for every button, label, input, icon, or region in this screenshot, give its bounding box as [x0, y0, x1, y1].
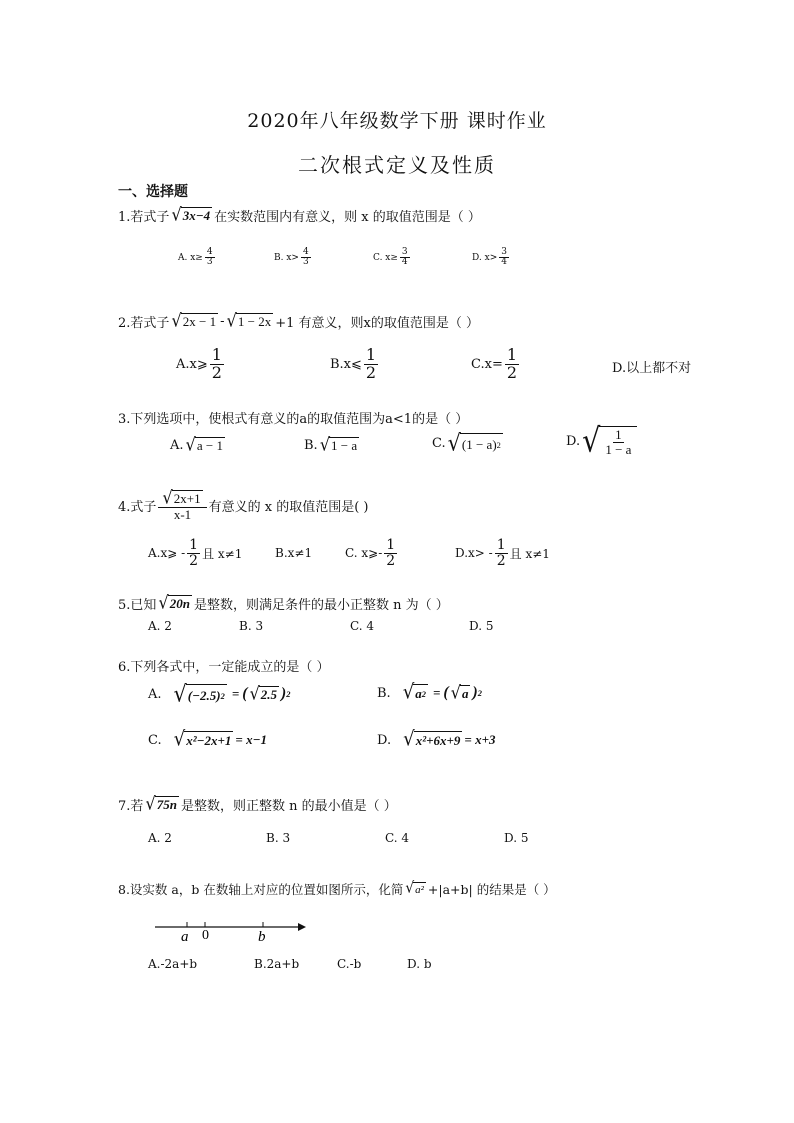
q4-suffix: 有意义的 x 的取值范围是( ) [208, 500, 369, 516]
page-title: 2020年八年级数学下册 课时作业 [247, 110, 547, 132]
q7-option-d[interactable]: D. 5 [504, 831, 529, 845]
question-7 [118, 792, 397, 814]
q6-option-d[interactable]: D. √ x²+6x+9 = x+3 [377, 727, 496, 751]
q2-radical-1: √ 2x − 1 [171, 309, 217, 331]
q5-option-b[interactable]: B. 3 [239, 619, 264, 633]
question-1 [118, 203, 481, 225]
q7-option-a[interactable]: A. 2 [148, 831, 172, 845]
q3-option-d[interactable]: D. √ 1 1 − a [566, 426, 639, 456]
question-8 [118, 880, 556, 898]
q3-option-c[interactable]: C. √ (1 − a) 2 [432, 429, 501, 457]
section-heading: 一、选择题 [118, 184, 188, 200]
q4-option-c[interactable]: C. x⩾- 1 2 [345, 537, 396, 569]
q8-option-b[interactable]: B.2a+b [254, 957, 300, 971]
q3-option-a[interactable]: A. √ a − 1 [170, 433, 223, 455]
label-zero: 0 [202, 928, 209, 943]
q4-prefix: 4.式子 [118, 500, 157, 516]
q5-option-a[interactable]: A. 2 [148, 619, 172, 633]
q2-option-d[interactable]: D.以上都不对 [612, 361, 692, 376]
q8-option-a[interactable]: A.-2a+b [148, 957, 198, 971]
q2-radical-2: √ 1 − 2x [226, 309, 272, 331]
q7-suffix: 是整数，则正整数 n 的最小值是（ ） [181, 799, 397, 814]
q5-radical: √ 20n [158, 591, 190, 613]
q6-option-b[interactable]: B. √ a 2 = ( √ a ) 2 [377, 680, 482, 704]
q2-minus: - [220, 314, 225, 329]
q2-option-b[interactable]: B.x⩽ 1 2 [330, 345, 377, 382]
question-2 [118, 309, 479, 331]
question-4 [118, 486, 369, 522]
q1-option-c[interactable]: C. x≥ $\frac{3}{4}$ [373, 247, 408, 268]
q8-suffix: +|a+b| 的结果是（ ） [427, 882, 556, 897]
page-subtitle: 二次根式定义及性质 [298, 153, 496, 177]
q7-prefix: 7.若 [118, 799, 144, 814]
q7-radical: √ 75n [145, 792, 177, 814]
q2-option-a[interactable]: A.x⩾ 1 2 [176, 345, 222, 382]
q8-option-c[interactable]: C.-b [337, 957, 362, 971]
q1-suffix: 在实数范围内有意义，则 x 的取值范围是（ ） [214, 210, 481, 225]
q4-option-a[interactable]: A.x⩾ - 1 2 且 x≠1 [148, 537, 243, 569]
q6-option-c[interactable]: C. √ x²−2x+1 = x−1 [148, 727, 267, 751]
q1-option-b[interactable]: B. x> 4 3 [274, 247, 309, 268]
q5-option-c[interactable]: C. 4 [350, 619, 375, 633]
q7-option-b[interactable]: B. 3 [266, 831, 291, 845]
question-3: 3.下列选项中，使根式有意义的a的取值范围为a<1的是（ ） [118, 412, 469, 427]
q5-prefix: 5.已知 [118, 598, 157, 613]
q1-option-d[interactable]: D. x> 3 4 [472, 247, 507, 268]
q7-option-c[interactable]: C. 4 [385, 831, 410, 845]
q4-option-d[interactable]: D.x> - 1 2 且 x≠1 [455, 537, 550, 569]
q4-fraction: √ 2x+1 x-1 [158, 490, 206, 522]
q5-option-d[interactable]: D. 5 [469, 619, 494, 633]
question-6: 6.下列各式中，一定能成立的是（ ） [118, 660, 330, 675]
q1-prefix: 1.若式子 [118, 210, 170, 225]
q1-option-a[interactable]: A. x≥ $\frac{4}{3}$ [178, 247, 213, 268]
number-line-figure [150, 914, 310, 946]
q2-prefix: 2.若式子 [118, 316, 170, 331]
q8-option-d[interactable]: D. b [407, 957, 432, 971]
number-line-arrow-icon [298, 923, 306, 931]
q4-option-b[interactable]: B.x≠1 [275, 546, 313, 560]
q8-prefix: 8.设实数 a，b 在数轴上对应的位置如图所示，化简 [118, 882, 404, 897]
label-b: b [258, 929, 266, 945]
label-a: a [181, 929, 189, 945]
q6-option-a[interactable]: A. √ (−2.5) 2 = ( √ 2.5 ) 2 [148, 680, 291, 708]
q1-radical: √ 3x−4 [171, 203, 211, 225]
q2-suffix: +1 有意义，则x的取值范围是（ ） [275, 316, 479, 331]
q3-option-b[interactable]: B. √ 1 − a [304, 433, 358, 455]
q5-suffix: 是整数，则满足条件的最小正整数 n 为（ ） [194, 598, 449, 613]
q2-option-c[interactable]: C.x= $\frac{1}{2}$ [471, 345, 518, 382]
q8-radical: √ a² [405, 878, 424, 897]
question-5 [118, 591, 449, 613]
